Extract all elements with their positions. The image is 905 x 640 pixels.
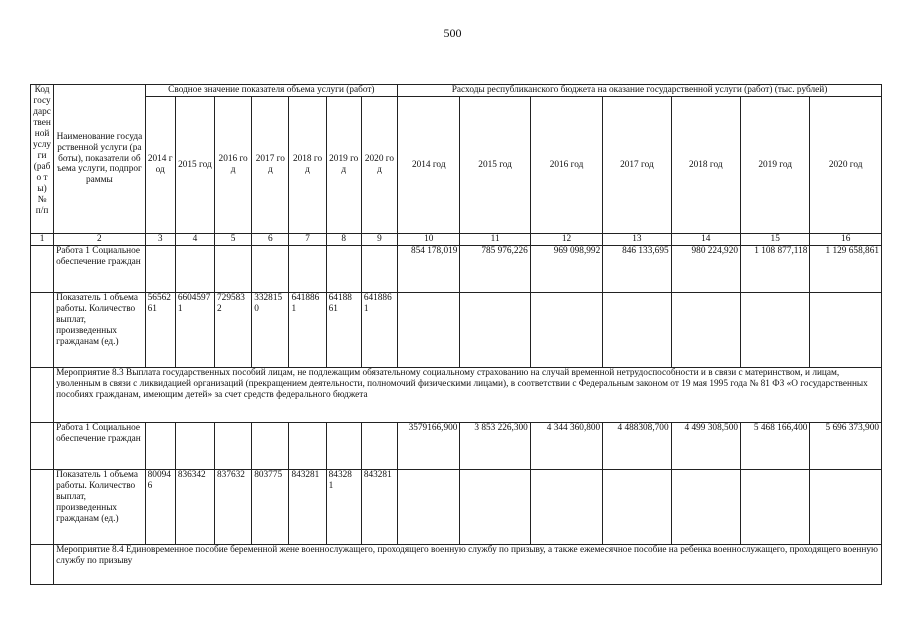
volume-value: 837632	[215, 470, 252, 545]
code-cell	[31, 293, 54, 368]
budget-value: 785 976,226	[460, 246, 530, 293]
page-number: 500	[443, 26, 462, 40]
budget-value: 846 133,695	[603, 246, 671, 293]
volume-value: 6418861	[361, 293, 397, 368]
volume-value: 7295832	[215, 293, 252, 368]
column-number: 14	[671, 234, 740, 246]
budget-value: 3579166,900	[398, 423, 460, 470]
event-text: Мероприятие 8.4 Единовременное пособие беременной жене военнослужащего, проходящего военную службу по призыву, а также ежемесячное пособие на ребенка военнослужащего, проходящего военную службу по призыву	[54, 545, 882, 585]
volume-value: 836342	[175, 470, 214, 545]
volume-value: 843281	[289, 470, 326, 545]
work-row	[31, 246, 882, 293]
header-volume-group: Сводное значение показателя объема услуги (работ)	[145, 85, 397, 97]
indicator-row	[31, 293, 882, 368]
volume-value: 66045971	[175, 293, 214, 368]
header-budget-group: Расходы республиканского бюджета на оказание государственной услуги (работ) (тыс. рублей)	[398, 85, 882, 97]
column-number: 5	[215, 234, 252, 246]
code-cell	[31, 545, 54, 585]
volume-value: 6418861	[289, 293, 326, 368]
volume-value: 843281	[361, 470, 397, 545]
column-number: 7	[289, 234, 326, 246]
column-number: 16	[810, 234, 882, 246]
indicator-name: Показатель 1 объема работы. Количество выплат, произведенных гражданам (ед.)	[54, 293, 146, 368]
event-text: Мероприятие 8.3 Выплата государственных пособий лицам, не подлежащим обязательному социальному страхованию на случай временной нетрудоспособности и в связи с материнством, и лицам, уволенным в связи с ликвидацией организаций (прекращением деятельности, полномочий физическими лицами), в соответствии с Федеральным законом от 19 мая 1995 года № 81 ФЗ «О государственных пособиях гражданам, имеющим детей» за счет средств федерального бюджета	[54, 368, 882, 423]
header-volume-year: 2018 год	[289, 97, 326, 234]
header-budget-year: 2015 год	[460, 97, 530, 234]
code-cell	[31, 246, 54, 293]
budget-value: 1 108 877,118	[741, 246, 810, 293]
work-row	[31, 423, 882, 470]
column-number: 12	[530, 234, 602, 246]
work-name: Работа 1 Социальное обеспечение граждан	[54, 423, 146, 470]
column-number: 4	[175, 234, 214, 246]
header-budget-year: 2014 год	[398, 97, 460, 234]
header-code: Код госу дарс твен ной услу ги (рабо ты) № п/п	[31, 85, 54, 234]
column-number: 2	[54, 234, 146, 246]
work-name: Работа 1 Социальное обеспечение граждан	[54, 246, 146, 293]
budget-table	[30, 84, 882, 585]
indicator-name: Показатель 1 объема работы. Количество выплат, произведенных гражданам (ед.)	[54, 470, 146, 545]
budget-value: 980 224,920	[671, 246, 740, 293]
header-volume-year: 2017 год	[252, 97, 289, 234]
column-number: 15	[741, 234, 810, 246]
header-budget-year: 2017 год	[603, 97, 671, 234]
code-cell	[31, 423, 54, 470]
column-number: 13	[603, 234, 671, 246]
header-budget-year: 2020 год	[810, 97, 882, 234]
column-number-row	[31, 234, 882, 246]
header-budget-year: 2018 год	[671, 97, 740, 234]
volume-value: 803775	[252, 470, 289, 545]
header-volume-year: 2015 год	[175, 97, 214, 234]
header-service-name: Наименование государственной услуги (работы), показатели объема услуги, подпрограммы	[54, 85, 146, 234]
header-volume-year: 2014 год	[145, 97, 175, 234]
volume-value: 84328 1	[326, 470, 361, 545]
volume-value: 5656261	[145, 293, 175, 368]
volume-value: 800946	[145, 470, 175, 545]
event-row	[31, 368, 882, 423]
budget-value: 969 098,992	[530, 246, 602, 293]
code-cell	[31, 470, 54, 545]
budget-value: 3 853 226,300	[460, 423, 530, 470]
column-number: 6	[252, 234, 289, 246]
budget-value: 1 129 658,861	[810, 246, 882, 293]
column-number: 10	[398, 234, 460, 246]
header-row-groups	[31, 85, 882, 97]
volume-value: 64188 61	[326, 293, 361, 368]
event-row	[31, 545, 882, 585]
header-volume-year: 2016 год	[215, 97, 252, 234]
column-number: 1	[31, 234, 54, 246]
budget-value: 4 488308,700	[603, 423, 671, 470]
column-number: 9	[361, 234, 397, 246]
header-volume-year: 2020 год	[361, 97, 397, 234]
column-number: 3	[145, 234, 175, 246]
code-cell	[31, 368, 54, 423]
column-number: 11	[460, 234, 530, 246]
budget-value: 5 468 166,400	[741, 423, 810, 470]
budget-value: 4 344 360,800	[530, 423, 602, 470]
column-number: 8	[326, 234, 361, 246]
volume-value: 3328150	[252, 293, 289, 368]
header-row-years	[31, 97, 882, 234]
header-volume-year: 2019 год	[326, 97, 361, 234]
budget-value: 854 178,019	[398, 246, 460, 293]
indicator-row	[31, 470, 882, 545]
header-budget-year: 2019 год	[741, 97, 810, 234]
budget-value: 4 499 308,500	[671, 423, 740, 470]
budget-value: 5 696 373,900	[810, 423, 882, 470]
header-budget-year: 2016 год	[530, 97, 602, 234]
